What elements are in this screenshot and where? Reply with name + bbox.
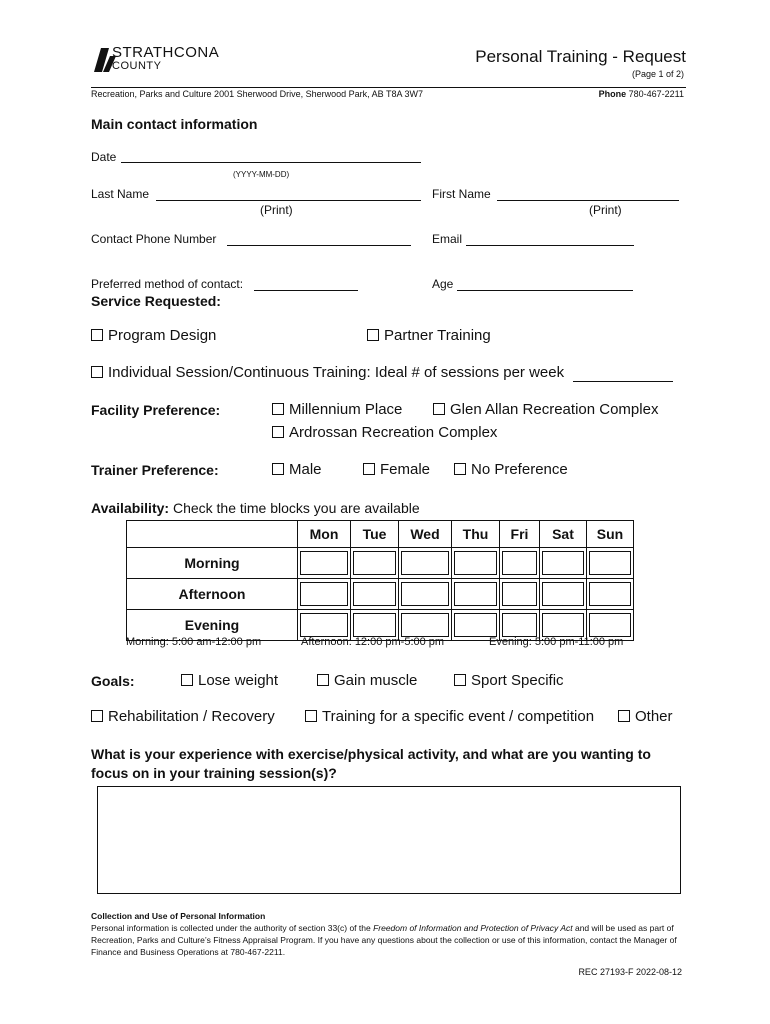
trainer-heading: Trainer Preference: [91, 462, 219, 478]
time-slot-cell[interactable] [587, 548, 634, 579]
experience-question: What is your experience with exercise/physical activity, and what are you wanting to focus on in your training session(s)? [91, 746, 651, 781]
checkbox[interactable] [272, 463, 284, 475]
day-header: Tue [351, 521, 399, 548]
phone-field-label: Contact Phone Number [91, 232, 217, 246]
option-label: Program Design [108, 327, 217, 344]
sessions-per-week-field[interactable] [573, 381, 673, 382]
option-label: Gain muscle [334, 672, 418, 689]
checkbox[interactable] [317, 674, 329, 686]
last-name-field[interactable] [156, 200, 421, 201]
option-label: Ardrossan Recreation Complex [289, 424, 498, 441]
logo-county: COUNTY [112, 60, 162, 72]
time-slot-cell[interactable] [298, 548, 351, 579]
option-no-preference[interactable] [454, 461, 568, 478]
goals-heading: Goals: [91, 673, 135, 689]
date-hint: (YYYY-MM-DD) [233, 170, 290, 179]
option-label: Individual Session/Continuous Training: Ideal # of sessions per week [108, 364, 565, 381]
privacy-text-1: Personal information is collected under the authority of section 33(c) of the [91, 923, 374, 933]
row-label: Afternoon [127, 579, 298, 610]
checkbox[interactable] [181, 674, 193, 686]
last-name-hint: (Print) [260, 203, 293, 217]
day-header: Sun [587, 521, 634, 548]
table-row [127, 548, 634, 579]
day-header: Sat [540, 521, 587, 548]
time-slot-cell[interactable] [500, 579, 540, 610]
option-male[interactable] [272, 461, 322, 478]
option-label: Millennium Place [289, 401, 403, 418]
day-header: Fri [500, 521, 540, 548]
last-name-label: Last Name [91, 187, 150, 201]
privacy-text-2: and will be used as part of Recreation, Parks and Culture’s Fitness Appraisal Program. If you have any questions about the collection or use of this information, contact the Manager of Finance and Business Operations at 780-467-2211. [91, 923, 677, 957]
option-label: Lose weight [198, 672, 279, 689]
option-female[interactable] [363, 461, 430, 478]
phone-line [599, 89, 684, 99]
option-label: Partner Training [384, 327, 491, 344]
time-slot-cell[interactable] [587, 579, 634, 610]
option-gain-muscle[interactable] [317, 672, 417, 689]
page-number: (Page 1 of 2) [631, 69, 684, 79]
option-partner-training[interactable] [367, 327, 491, 344]
time-slot-cell[interactable] [540, 579, 587, 610]
table-corner [127, 521, 298, 548]
time-slot-cell[interactable] [452, 579, 500, 610]
option-label: Male [289, 461, 322, 478]
checkbox[interactable] [91, 329, 103, 341]
time-slot-cell[interactable] [500, 548, 540, 579]
date-field[interactable] [121, 162, 421, 163]
privacy-heading: Collection and Use of Personal Information [91, 911, 266, 921]
option-millennium[interactable] [272, 401, 402, 418]
option-glen-allan[interactable] [433, 401, 658, 418]
age-field[interactable] [457, 290, 633, 291]
logo-name: STRATHCONA [112, 44, 220, 61]
option-label: No Preference [471, 461, 568, 478]
option-label: Other [635, 708, 673, 725]
option-other[interactable] [618, 708, 673, 725]
phone-label: Phone [598, 89, 627, 99]
day-header: Mon [298, 521, 351, 548]
option-program-design[interactable] [91, 327, 216, 344]
privacy-act-name: Freedom of Information and Protection of Privacy Act [373, 923, 573, 933]
age-label: Age [432, 277, 454, 291]
table-row [127, 579, 634, 610]
checkbox[interactable] [618, 710, 630, 722]
checkbox[interactable] [454, 463, 466, 475]
address: Recreation, Parks and Culture 2001 Sherwood Drive, Sherwood Park, AB T8A 3W7 [91, 89, 424, 99]
day-header: Wed [399, 521, 452, 548]
availability-heading: Availability: [91, 500, 170, 516]
row-label: Evening [127, 610, 298, 641]
option-individual-session[interactable] [91, 364, 564, 381]
privacy-notice [91, 910, 681, 958]
checkbox[interactable] [433, 403, 445, 415]
checkbox[interactable] [305, 710, 317, 722]
option-label: Sport Specific [471, 672, 564, 689]
preferred-contact-label: Preferred method of contact: [91, 277, 244, 291]
header-divider [91, 87, 686, 88]
checkbox[interactable] [272, 403, 284, 415]
date-label: Date [91, 150, 117, 164]
availability-table [126, 520, 634, 641]
option-event-training[interactable] [305, 708, 594, 725]
afternoon-time-range: Afternoon: 12:00 pm-5:00 pm [301, 636, 445, 648]
table-header-row [127, 521, 634, 548]
option-label: Rehabilitation / Recovery [108, 708, 275, 725]
first-name-hint: (Print) [589, 203, 622, 217]
experience-answer-box[interactable] [97, 786, 681, 894]
option-sport-specific[interactable] [454, 672, 564, 689]
option-ardrossan[interactable] [272, 424, 497, 441]
option-rehabilitation[interactable] [91, 708, 275, 725]
main-contact-heading: Main contact information [91, 116, 258, 132]
time-slot-cell[interactable] [351, 579, 399, 610]
option-label: Female [380, 461, 431, 478]
phone-number: 780-467-2211 [628, 89, 684, 99]
checkbox[interactable] [91, 366, 103, 378]
first-name-field[interactable] [497, 200, 679, 201]
checkbox[interactable] [363, 463, 375, 475]
time-slot-cell[interactable] [399, 548, 452, 579]
time-slot-cell[interactable] [452, 548, 500, 579]
checkbox[interactable] [272, 426, 284, 438]
time-slot-cell[interactable] [540, 548, 587, 579]
checkbox[interactable] [91, 710, 103, 722]
row-label: Morning [127, 548, 298, 579]
morning-time-range: Morning: 5:00 am-12:00 pm [126, 636, 262, 648]
option-label: Glen Allan Recreation Complex [450, 401, 659, 418]
option-lose-weight[interactable] [181, 672, 278, 689]
first-name-label: First Name [432, 187, 491, 201]
time-slot-cell[interactable] [399, 579, 452, 610]
evening-time-range: Evening: 5:00 pm-11:00 pm [489, 636, 624, 648]
page-title: Personal Training - Request [475, 47, 686, 66]
time-slot-cell[interactable] [351, 548, 399, 579]
time-slot-cell[interactable] [298, 579, 351, 610]
email-field[interactable] [466, 245, 634, 246]
availability-instruction: Check the time blocks you are available [172, 500, 420, 516]
email-label: Email [432, 232, 463, 246]
checkbox[interactable] [454, 674, 466, 686]
phone-field[interactable] [227, 245, 411, 246]
form-code: REC 27193-F 2022-08-12 [578, 967, 682, 977]
facility-heading: Facility Preference: [91, 402, 221, 418]
availability-line [91, 500, 420, 516]
checkbox[interactable] [367, 329, 379, 341]
service-heading: Service Requested: [91, 293, 221, 309]
day-header: Thu [452, 521, 500, 548]
option-label: Training for a specific event / competition [322, 708, 595, 725]
preferred-contact-field[interactable] [254, 290, 358, 291]
